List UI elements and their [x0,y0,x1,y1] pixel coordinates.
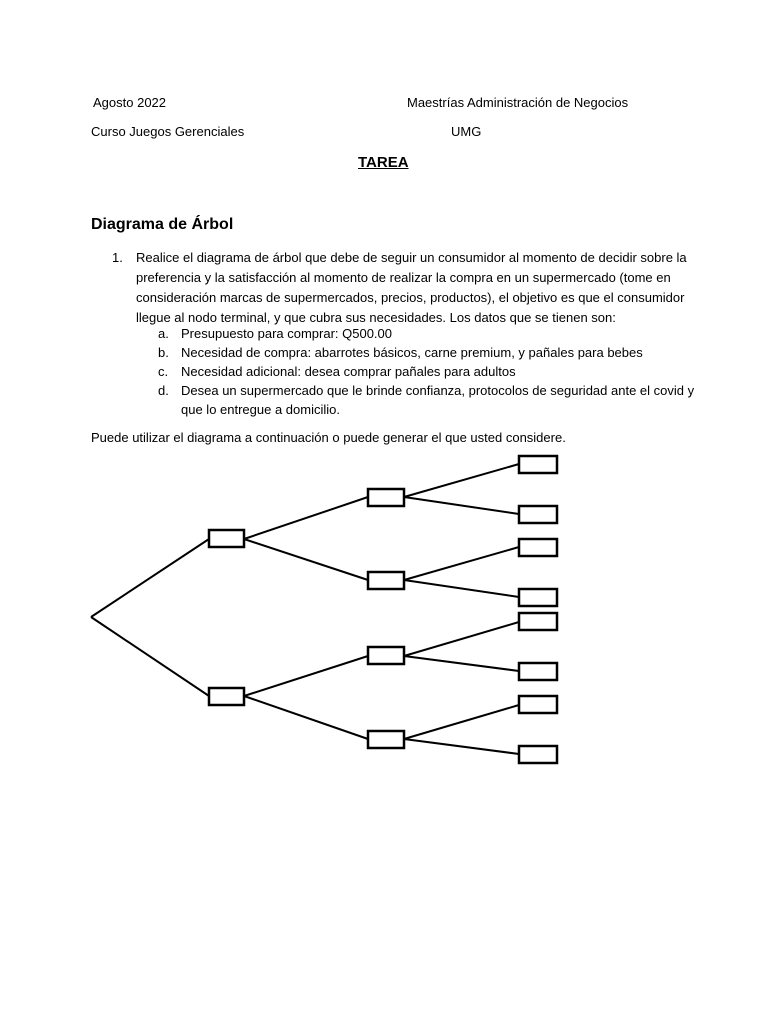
tree-node [368,572,404,589]
tree-nodes [209,456,557,763]
tree-node [209,688,244,705]
tree-node [519,696,557,713]
tree-node [519,539,557,556]
branch [244,696,368,739]
list-item-text: Presupuesto para comprar: Q500.00 [181,326,393,341]
header-course: Curso Juegos Gerenciales [91,124,245,139]
branch [91,539,209,617]
section-heading: Diagrama de Árbol [91,216,234,233]
branch [404,464,519,497]
diagram-instruction: Puede utilizar el diagrama a continuación o puede generar el que usted considere. [91,430,566,445]
branch [404,547,519,580]
tree-node [368,731,404,748]
question-line: llegue al nodo terminal, y que cubra sus necesidades. Los datos que se tienen son: [136,310,616,325]
list-item-text: Necesidad de compra: abarrotes básicos, carne premium, y pañales para bebes [181,345,643,360]
list-item-text: que lo entregue a domicilio. [181,402,340,417]
branch [404,580,519,597]
branch [404,739,519,754]
header-date: Agosto 2022 [93,95,167,110]
tree-node [209,530,244,547]
tree-node [519,589,557,606]
page-title: TAREA [358,154,409,171]
branch [404,656,519,671]
question-line: preferencia y la satisfacción al momento de realizar la compra en un supermercado (tome en [136,270,671,285]
tree-node [368,647,404,664]
branch [404,705,519,739]
tree-node [368,489,404,506]
tree-node [519,613,557,630]
branch [404,622,519,656]
header-program: Maestrías Administración de Negocios [407,95,629,110]
list-item-letter: c. [158,364,169,379]
list-item-letter: d. [158,383,169,398]
question-line: Realice el diagrama de árbol que debe de seguir un consumidor al momento de decidir sobre la [136,250,687,265]
branch [244,656,368,696]
tree-node [519,746,557,763]
branch [404,497,519,514]
tree-node [519,456,557,473]
branch [244,539,368,580]
tree-node [519,506,557,523]
list-item-text: Desea un supermercado que le brinde confianza, protocolos de seguridad ante el covid y [181,383,695,398]
tree-branches [91,464,519,754]
list-item-letter: b. [158,345,169,360]
branch [244,497,368,539]
tree-node [519,663,557,680]
list-item-text: Necesidad adicional: desea comprar pañales para adultos [181,364,516,379]
header-university: UMG [451,124,482,139]
branch [91,617,209,696]
question-number: 1. [112,250,123,265]
question-line: consideración marcas de supermercados, precios, productos), el objetivo es que el consumidor [136,290,685,305]
list-item-letter: a. [158,326,169,341]
